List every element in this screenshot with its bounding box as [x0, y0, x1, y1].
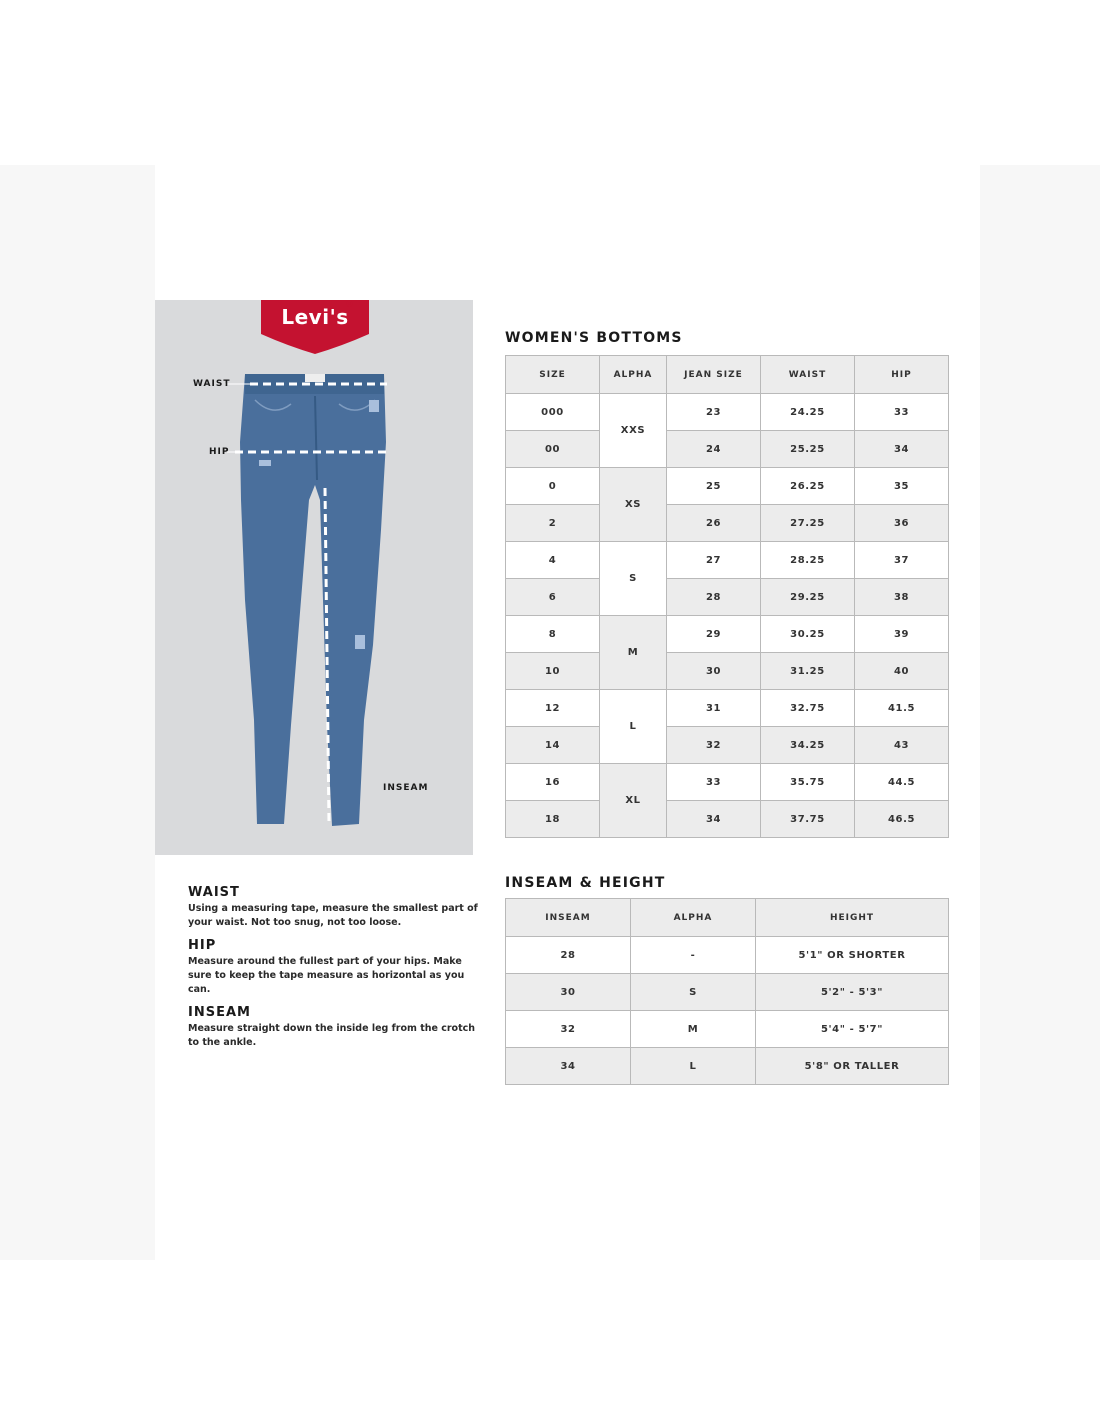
cell-waist: 28.25	[761, 542, 855, 579]
cell-jean-size: 23	[667, 394, 761, 431]
inseam-height-table	[505, 898, 949, 1085]
cell-jean-size: 26	[667, 505, 761, 542]
cell-jean-size: 25	[667, 468, 761, 505]
table-row	[506, 653, 949, 690]
product-image-panel	[155, 300, 473, 855]
cell-waist: 35.75	[761, 764, 855, 801]
cell-alpha: M	[600, 616, 667, 690]
cell-size: 8	[506, 616, 600, 653]
cell-waist: 24.25	[761, 394, 855, 431]
cell-jean-size: 24	[667, 431, 761, 468]
jeans-shape	[240, 374, 386, 826]
cell-size: 00	[506, 431, 600, 468]
header-waist: WAIST	[761, 356, 855, 394]
table-row	[506, 431, 949, 468]
cell-hip: 36	[855, 505, 949, 542]
header-alpha: ALPHA	[600, 356, 667, 394]
cell-waist: 29.25	[761, 579, 855, 616]
cell-inseam: 28	[506, 937, 631, 974]
header-jean-size: JEAN SIZE	[667, 356, 761, 394]
hip-measure-label: HIP	[209, 447, 230, 457]
cell-jean-size: 30	[667, 653, 761, 690]
table-row	[506, 505, 949, 542]
womens-bottoms-table	[505, 355, 949, 838]
cell-jean-size: 34	[667, 801, 761, 838]
header-hip: HIP	[855, 356, 949, 394]
cell-size: 0	[506, 468, 600, 505]
measuring-guide	[188, 885, 478, 1058]
table-row	[506, 1048, 949, 1085]
waist-measure-label: WAIST	[193, 379, 231, 389]
cell-jean-size: 29	[667, 616, 761, 653]
cell-waist: 37.75	[761, 801, 855, 838]
womens-bottoms-title: WOMEN'S BOTTOMS	[505, 330, 683, 346]
table-row	[506, 937, 949, 974]
cell-hip: 43	[855, 727, 949, 764]
cell-waist: 27.25	[761, 505, 855, 542]
header-size: SIZE	[506, 356, 600, 394]
table-row	[506, 1011, 949, 1048]
cell-hip: 35	[855, 468, 949, 505]
table-row	[506, 801, 949, 838]
table-row	[506, 974, 949, 1011]
cell-alpha: S	[600, 542, 667, 616]
cell-jean-size: 27	[667, 542, 761, 579]
cell-size: 12	[506, 690, 600, 727]
header-inseam: INSEAM	[506, 899, 631, 937]
cell-alpha: -	[631, 937, 756, 974]
cell-size: 4	[506, 542, 600, 579]
inseam-height-title: INSEAM & HEIGHT	[505, 875, 666, 891]
left-side-band	[0, 165, 155, 1260]
table-row	[506, 727, 949, 764]
cell-height: 5'1" OR SHORTER	[756, 937, 949, 974]
guide-title: WAIST	[188, 885, 240, 900]
guide-hip	[188, 938, 478, 997]
header-height: HEIGHT	[756, 899, 949, 937]
cell-height: 5'8" OR TALLER	[756, 1048, 949, 1085]
cell-jean-size: 31	[667, 690, 761, 727]
guide-title: HIP	[188, 938, 217, 953]
cell-alpha: M	[631, 1011, 756, 1048]
registered-mark: ®	[345, 300, 354, 310]
cell-height: 5'2" - 5'3"	[756, 974, 949, 1011]
cell-inseam: 30	[506, 974, 631, 1011]
cell-size: 16	[506, 764, 600, 801]
cell-alpha: XS	[600, 468, 667, 542]
levis-logo-text: Levi's	[281, 305, 349, 329]
cell-size: 2	[506, 505, 600, 542]
guide-inseam	[188, 1005, 478, 1050]
cell-alpha: S	[631, 974, 756, 1011]
cell-hip: 40	[855, 653, 949, 690]
cell-waist: 32.75	[761, 690, 855, 727]
table-row	[506, 764, 949, 801]
cell-size: 000	[506, 394, 600, 431]
table-header-row	[506, 899, 949, 937]
table-row	[506, 468, 949, 505]
cell-inseam: 32	[506, 1011, 631, 1048]
cell-hip: 38	[855, 579, 949, 616]
cell-size: 18	[506, 801, 600, 838]
guide-text: Using a measuring tape, measure the smallest part of your waist. Not too snug, not too loose.	[188, 903, 478, 928]
cell-alpha: XL	[600, 764, 667, 838]
cell-size: 6	[506, 579, 600, 616]
table-row	[506, 616, 949, 653]
cell-hip: 46.5	[855, 801, 949, 838]
cell-inseam: 34	[506, 1048, 631, 1085]
cell-size: 14	[506, 727, 600, 764]
cell-height: 5'4" - 5'7"	[756, 1011, 949, 1048]
cell-waist: 30.25	[761, 616, 855, 653]
guide-title: INSEAM	[188, 1005, 251, 1020]
cell-hip: 39	[855, 616, 949, 653]
cell-waist: 34.25	[761, 727, 855, 764]
guide-waist	[188, 885, 478, 930]
cell-alpha: L	[600, 690, 667, 764]
header-alpha: ALPHA	[631, 899, 756, 937]
table-row	[506, 542, 949, 579]
table-row	[506, 579, 949, 616]
guide-text: Measure around the fullest part of your hips. Make sure to keep the tape measure as horizontal as you can.	[188, 956, 465, 995]
cell-waist: 31.25	[761, 653, 855, 690]
cell-size: 10	[506, 653, 600, 690]
cell-waist: 25.25	[761, 431, 855, 468]
cell-alpha: L	[631, 1048, 756, 1085]
cell-hip: 37	[855, 542, 949, 579]
cell-hip: 41.5	[855, 690, 949, 727]
cell-alpha: XXS	[600, 394, 667, 468]
cell-hip: 44.5	[855, 764, 949, 801]
cell-waist: 26.25	[761, 468, 855, 505]
cell-jean-size: 33	[667, 764, 761, 801]
cell-hip: 33	[855, 394, 949, 431]
guide-text: Measure straight down the inside leg from the crotch to the ankle.	[188, 1023, 476, 1048]
table-row	[506, 394, 949, 431]
cell-hip: 34	[855, 431, 949, 468]
right-side-band	[980, 165, 1100, 1260]
cell-jean-size: 32	[667, 727, 761, 764]
table-row	[506, 690, 949, 727]
inseam-measure-label: INSEAM	[383, 783, 429, 793]
cell-jean-size: 28	[667, 579, 761, 616]
table-header-row	[506, 356, 949, 394]
